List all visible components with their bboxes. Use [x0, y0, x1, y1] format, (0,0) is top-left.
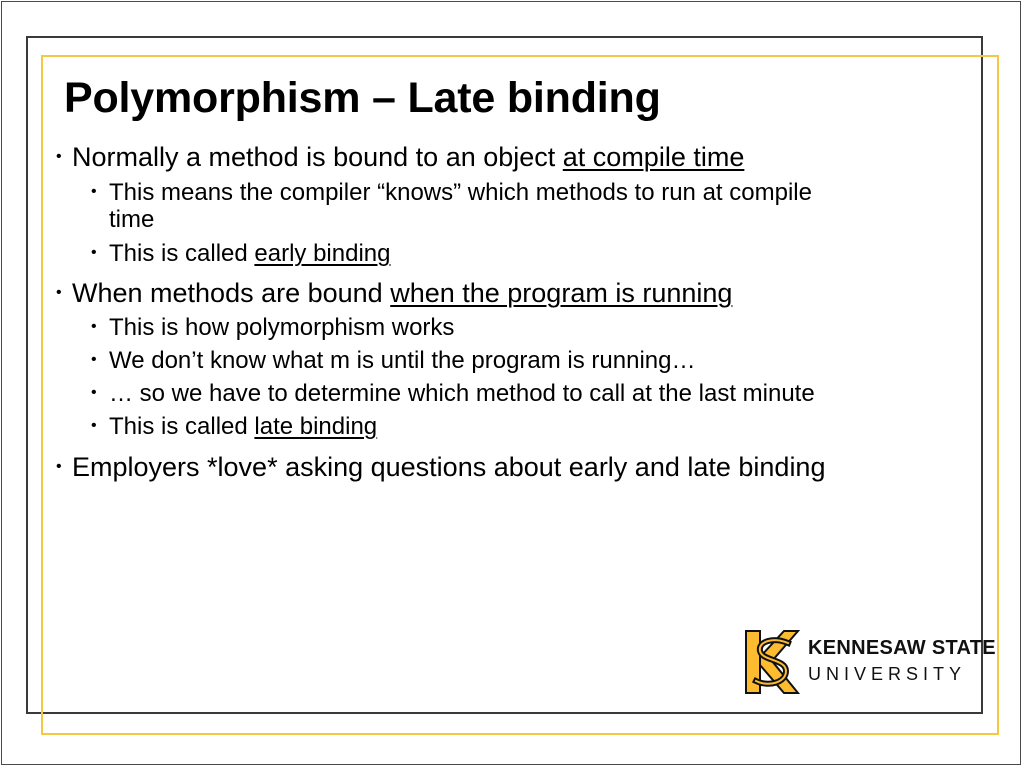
underlined-term: early binding — [254, 240, 391, 267]
bullet-text: This is called — [109, 240, 255, 267]
bullet-compile-time — [56, 142, 745, 173]
bullet-dot: • — [91, 244, 97, 262]
bullet-text: Employers *love* asking questions about early and late binding — [72, 452, 826, 482]
underlined-term: when the program is running — [390, 278, 733, 308]
underlined-term: at compile time — [562, 142, 745, 172]
bullet-dot: • — [91, 183, 97, 201]
subbullet-late-binding — [91, 413, 378, 441]
slide-title: Polymorphism – Late binding — [64, 74, 661, 122]
bullet-dot: • — [56, 147, 62, 165]
bullet-text-line1: This means the compiler “knows” which methods to run at compile — [109, 179, 812, 206]
kennesaw-state-logo — [744, 627, 996, 697]
bullet-dot: • — [91, 318, 97, 336]
subbullet-compiler-knows-continued — [109, 206, 154, 234]
bullet-dot: • — [56, 457, 62, 475]
bullet-dot: • — [91, 384, 97, 402]
ksu-monogram-icon — [744, 627, 800, 697]
bullet-dot: • — [91, 351, 97, 369]
bullet-text-line2: time — [109, 206, 155, 233]
bullet-program-running — [56, 278, 733, 309]
bullet-dot: • — [56, 283, 62, 301]
logo-wordmark-line1: KENNESAW STATE — [808, 637, 996, 659]
subbullet-compiler-knows — [91, 179, 812, 207]
logo-wordmark-line2: UNIVERSITY — [808, 664, 967, 684]
subbullet-dont-know-m — [91, 347, 696, 375]
subbullet-early-binding — [91, 240, 391, 268]
bullet-text: We don’t know what m is until the program is running… — [109, 347, 696, 374]
bullet-text: … so we have to determine which method to call at the last minute — [109, 380, 815, 407]
underlined-term: late binding — [254, 413, 378, 440]
bullet-text: This is called — [109, 413, 255, 440]
subbullet-polymorphism-works — [91, 314, 455, 342]
bullet-text: Normally a method is bound to an object — [72, 142, 563, 172]
bullet-text: This is how polymorphism works — [109, 314, 455, 341]
bullet-employers — [56, 452, 826, 483]
subbullet-last-minute — [91, 380, 815, 408]
bullet-text: When methods are bound — [72, 278, 391, 308]
bullet-dot: • — [91, 417, 97, 435]
